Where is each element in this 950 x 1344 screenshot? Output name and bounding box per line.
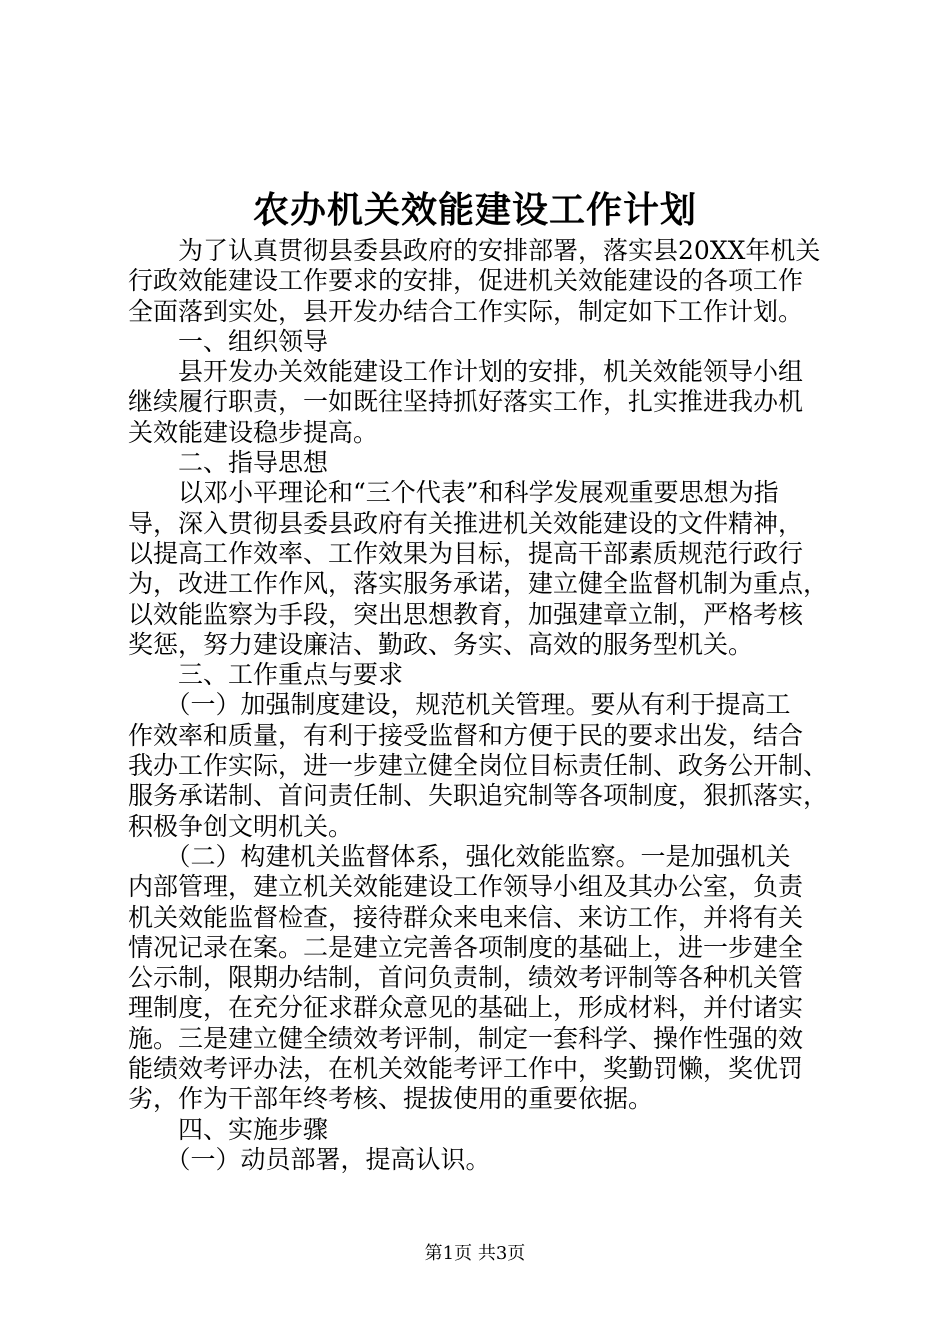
body-line: 全面落到实处，县开发办结合工作实际，制定如下工作计划。 <box>128 296 804 326</box>
body-line: 为，改进工作作风，落实服务承诺，建立健全监督机制为重点， <box>128 569 829 599</box>
section-heading: 二、指导思想 <box>128 448 329 478</box>
body-line: 情况记录在案。二是建立完善各项制度的基础上，进一步建全 <box>128 932 804 962</box>
body-line: 机关效能监督检查，接待群众来电来信、来访工作，并将有关 <box>128 902 804 932</box>
body-line: 理制度，在充分征求群众意见的基础上，形成材料，并付诸实 <box>128 993 804 1023</box>
body-line: （一）加强制度建设，规范机关管理。要从有利于提高工 <box>128 690 791 720</box>
body-line: 劣，作为干部年终考核、提拔使用的重要依据。 <box>128 1084 654 1114</box>
body-line: 施。三是建立健全绩效考评制，制定一套科学、操作性强的效 <box>128 1023 804 1053</box>
body-line: 内部管理，建立机关效能建设工作领导小组及其办公室，负责 <box>128 872 804 902</box>
body-line: （二）构建机关监督体系，强化效能监察。一是加强机关 <box>128 841 791 871</box>
body-line: 以邓小平理论和“三个代表”和科学发展观重要思想为指 <box>128 478 779 508</box>
page-footer: 第1页 共3页 <box>424 1243 526 1264</box>
body-line: 积极争创文明机关。 <box>128 811 354 841</box>
body-line: 奖惩，努力建设廉洁、勤政、务实、高效的服务型机关。 <box>128 629 754 659</box>
body-line: 县开发办关效能建设工作计划的安排，机关效能领导小组 <box>128 357 804 387</box>
body-line: 作效率和质量，有利于接受监督和方便于民的要求出发，结合 <box>128 720 804 750</box>
document-body <box>128 236 828 1175</box>
body-line: 以效能监察为手段，突出思想教育，加强建章立制，严格考核 <box>128 599 804 629</box>
section-heading: 一、组织领导 <box>128 326 329 356</box>
body-line: 导，深入贯彻县委县政府有关推进机关效能建设的文件精神， <box>128 508 804 538</box>
section-heading: 三、工作重点与要求 <box>128 660 404 690</box>
body-line: 我办工作实际，进一步建立健全岗位目标责任制、政务公开制、 <box>128 751 829 781</box>
body-line: 服务承诺制、首问责任制、失职追究制等各项制度，狠抓落实， <box>128 781 829 811</box>
body-line: （一）动员部署，提高认识。 <box>128 1144 491 1174</box>
body-line: 能绩效考评办法，在机关效能考评工作中，奖勤罚懒，奖优罚 <box>128 1054 804 1084</box>
body-line: 行政效能建设工作要求的安排，促进机关效能建设的各项工作 <box>128 266 804 296</box>
body-line: 继续履行职责，一如既往坚持抓好落实工作，扎实推进我办机 <box>128 387 804 417</box>
document-title: 农办机关效能建设工作计划 <box>252 189 697 231</box>
body-line: 关效能建设稳步提高。 <box>128 417 379 447</box>
body-line: 以提高工作效率、工作效果为目标，提高干部素质规范行政行 <box>128 538 804 568</box>
body-line: 公示制，限期办结制，首问负责制，绩效考评制等各种机关管 <box>128 963 804 993</box>
section-heading: 四、实施步骤 <box>128 1114 329 1144</box>
body-line: 为了认真贯彻县委县政府的安排部署，落实县20XX年机关 <box>128 236 821 265</box>
